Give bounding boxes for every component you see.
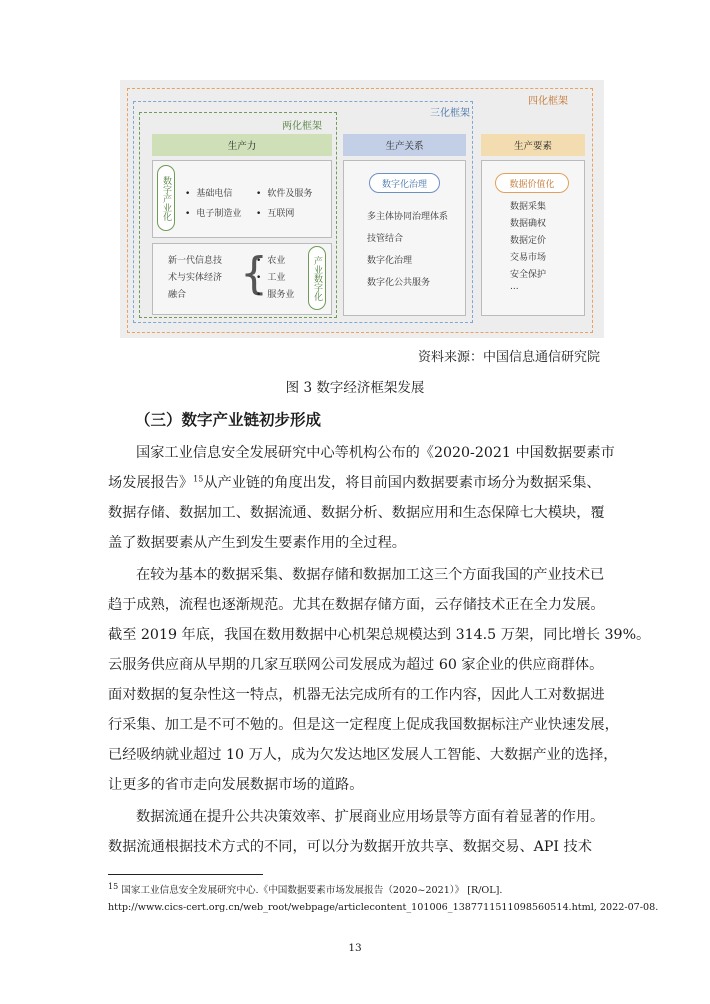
paragraph-line: 数据存储、数据加工、数据流通、数据分析、数据应用和生态保障七大模块，覆 — [108, 505, 605, 521]
fusion-text-line: 新一代信息技 — [168, 256, 223, 266]
fusion-text-line: 术与实体经济 — [168, 273, 223, 283]
paragraph-line: 面对数据的复杂性这一特点，机器无法完成所有的工作内容，因此人工对数据进 — [108, 687, 605, 703]
footnote-line — [108, 882, 502, 896]
list-item: 多主体协同治理体系 — [367, 212, 449, 222]
brace-icon: { — [240, 248, 268, 299]
figure-caption: 图 3 数字经济框架发展 — [285, 380, 425, 396]
source-note: 资料来源：中国信息通信研究院 — [418, 350, 601, 365]
list-item: • 互联网 — [256, 206, 294, 219]
list-item: 数字化治理 — [367, 256, 413, 266]
list-item: 数据采集 — [510, 202, 547, 212]
footnote-marker: 15 — [108, 882, 119, 891]
footnote-url: http://www.cics-cert.org.cn/web_root/webpage/articlecontent_101006_1387711511098560514.html, 2022-07-08. — [108, 902, 659, 913]
list-item: 安全保护 — [510, 270, 547, 280]
section-title: （三）数字产业链初步形成 — [135, 411, 322, 429]
list-item: 数字化公共服务 — [367, 278, 431, 288]
paragraph-line: 已经吸纳就业超过 10 万人，成为欠发达地区发展人工智能、大数据产业的选择， — [108, 747, 618, 763]
relations-header: 生产关系 — [343, 134, 466, 156]
list-item: • 工业 — [256, 270, 285, 283]
digital-industrialization-pill: 数字产业化 — [157, 165, 175, 231]
value-pill: 数据价值化 — [495, 173, 569, 193]
paragraph-line: 盖了数据要素从产生到发生要素作用的全过程。 — [108, 535, 406, 551]
industrial-digitalization-pill: 产业数字化 — [308, 246, 326, 310]
paragraph-line: 数据流通根据技术方式的不同，可以分为数据开放共享、数据交易、API 技术 — [108, 839, 592, 855]
list-item: • 软件及服务 — [256, 186, 312, 199]
paragraph-line: 在较为基本的数据采集、数据存储和数据加工这三个方面我国的产业技术已 — [136, 567, 605, 583]
productivity-header: 生产力 — [152, 134, 332, 156]
paragraph-line: 云服务供应商从早期的几家互联网公司发展成为超过 60 家企业的供应商群体。 — [108, 657, 604, 673]
paragraph-line: 行采集、加工是不可不勉的。但是这一定程度上促成我国数据标注产业快速发展， — [108, 717, 619, 733]
digital-industrialization-box — [152, 160, 332, 238]
fusion-text-line: 融合 — [168, 290, 187, 300]
paragraph-line: 截至 2019 年底，我国在数用数据中心机架总规模达到 314.5 万架，同比增长 39%。 — [108, 627, 651, 643]
footnote-divider — [108, 874, 263, 875]
four-framework-label: 四化框架 — [528, 96, 568, 107]
paragraph-line: 趋于成熟，流程也逐渐规范。尤其在数据存储方面，云存储技术正在全力发展。 — [108, 597, 605, 613]
list-item: • 农业 — [256, 253, 285, 266]
footnote-marker: 15 — [193, 474, 204, 484]
list-item: • 服务业 — [256, 287, 294, 300]
list-item: 数据确权 — [510, 219, 547, 229]
footnote-text: 国家工业信息安全发展研究中心.《中国数据要素市场发展报告（2020~2021）》 [R/OL]. — [121, 885, 503, 897]
list-item: • 电子制造业 — [185, 206, 241, 219]
two-framework-label: 两化框架 — [282, 121, 322, 132]
governance-pill: 数字化治理 — [369, 173, 440, 193]
paragraph-line: 让更多的省市走向发展数据市场的道路。 — [108, 777, 364, 793]
paragraph-line — [108, 472, 601, 492]
paragraph-line: 数据流通在提升公共决策效率、扩展商业应用场景等方面有着显著的作用。 — [136, 809, 605, 825]
factors-header: 生产要素 — [481, 134, 585, 156]
list-item: • 基础电信 — [185, 186, 232, 199]
list-item: 交易市场 — [510, 253, 547, 263]
page-number: 13 — [348, 942, 362, 954]
list-item: ... — [510, 282, 519, 292]
list-item: 数据定价 — [510, 236, 547, 246]
paragraph-text: 从产业链的角度出发，将目前国内数据要素市场分为数据采集、 — [203, 475, 601, 491]
three-framework-label: 三化框架 — [430, 108, 470, 119]
list-item: 技管结合 — [367, 234, 404, 244]
paragraph-text: 场发展报告》 — [108, 475, 194, 491]
paragraph-line: 国家工业信息安全发展研究中心等机构公布的《2020-2021 中国数据要素市 — [136, 445, 615, 461]
